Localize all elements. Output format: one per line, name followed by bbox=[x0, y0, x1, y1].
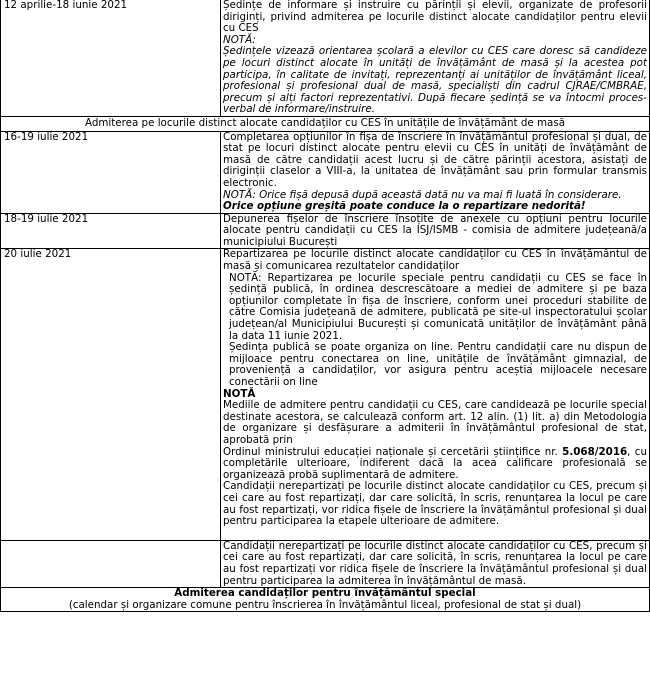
section-header-row bbox=[1, 116, 650, 131]
section-title: Admiterea pe locurile distinct alocate candidaților cu CES în unitățile de învățământ de masă bbox=[1, 116, 650, 131]
order-number: 5.068/2016 bbox=[562, 445, 628, 458]
table-row bbox=[1, 0, 650, 116]
note-text: Ședințele vizează orientarea școlară a elevilor cu CES care doresc să candideze pe locuri distinct alocate în unități de învățământ de masă și la acestea pot participa, în calitate de invitați, reprezentanți ai unităților de învățământ liceal, profesional și profesional dual de masă, specialiști din cadrul CJRAE/CMBRAE, precum și alți factori reprezentativi. După fiecare ședință se va întocmi proces-verbal de informare/instruire. bbox=[223, 45, 647, 116]
paragraph: Mediile de admitere pentru candidații cu CES, care candidează pe locurile special destinate acestora, se calculează conform art. 12 alin. (1) lit. a) din Metodologia de organizare și desfășurare a admiterii în învățământul profesional de stat, aprobată prin bbox=[223, 399, 647, 446]
date-cell bbox=[1, 540, 221, 587]
note-text: Ședința publică se poate organiza on line. Pentru candidații care nu dispun de mijloace pentru conectarea on line, unitățile de învățământ gimnazial, de proveniență a candidaților, vor asigura pentru aceștia mijloacele necesare conectării on line bbox=[229, 341, 647, 388]
table-row bbox=[1, 131, 650, 213]
content-cell bbox=[221, 213, 650, 249]
paragraph-text: Ordinul ministrului educației naționale și cercetării științifice nr. bbox=[223, 445, 558, 458]
content-cell bbox=[221, 131, 650, 213]
paragraph bbox=[223, 447, 647, 482]
section-cell bbox=[1, 588, 650, 612]
activity-text: Ședințe de informare și instruire cu părinții și elevii, organizate de profesorii diriginți, privind admiterea pe locurile distinct alocate candidaților pentru elevii cu CES bbox=[223, 0, 647, 35]
date-cell: 12 aprilie-18 iunie 2021 bbox=[1, 0, 221, 116]
warning-text: Orice opțiune greșită poate conduce la o repartizare nedorită! bbox=[223, 200, 586, 213]
activity-text: Depunerea fișelor de înscriere însoțite de anexele cu opțiuni pentru locurile alocate pentru candidații cu CES la ISJ/ISMB - comisia de admitere județeană/a municipiului București bbox=[223, 212, 647, 248]
table-row bbox=[1, 213, 650, 249]
paragraph-text: , cu completările ulterioare, indiferent dacă la acea calificare profesională se organizează probă suplimentară de admitere. bbox=[223, 445, 647, 481]
section-header-row bbox=[1, 588, 650, 612]
date-cell: 16-19 iulie 2021 bbox=[1, 131, 221, 213]
note-text: NOTĂ: Repartizarea pe locurile speciale pentru candidații cu CES se face în ședință publică, în ordinea descrescătoare a mediei de admitere și pe baza opțiunilor completate în fișa de înscriere, conform unei proceduri stabilite de către Comisia județeană de admitere, publicată pe site-ul inspectoratului școlar județean/al Municipiului București și comunicată unităților de învățământ până la data 11 iunie 2021. bbox=[229, 271, 647, 342]
content-cell bbox=[221, 540, 650, 587]
table-row bbox=[1, 540, 650, 587]
note-label: NOTĂ bbox=[223, 387, 256, 400]
activity-text: Repartizarea pe locurile distinct alocate candidaților cu CES în învățământul de masă și comunicarea rezultatelor candidaților bbox=[223, 248, 647, 273]
paragraph: Candidații nerepartizați pe locurile distinct alocate candidaților cu CES, precum și cei care au fost repartizați, dar care solicită, în scris, renunțarea la locul pe care au fost repartizați, vor ridica fișele de înscriere la învățământul profesional și dual pentru participarea la etapele ulterioare de admitere. bbox=[223, 480, 647, 528]
note-label: NOTĂ: bbox=[223, 33, 256, 46]
activity-text: Completarea opțiunilor în fișa de înscriere în învățământul profesional și dual, de stat pe locuri distinct alocate pentru elevii cu CES în unități de învățământ de masă de către candidații acest lucru și de către părinții acestora, asistați de diriginții claselor a VIII-a, la unitatea de învățământ sau prin formular transmis electronic. bbox=[223, 130, 647, 189]
date-cell: 20 iulie 2021 bbox=[1, 249, 221, 540]
activity-text: Candidații nerepartizați pe locurile distinct alocate candidaților cu CES, precum și cei care au fost repartizați, dar care solicită, în scris, renunțarea la locul pe care au fost repartizați vor ridica fișele de înscriere la învățământul profesional și dual pentru participarea la admiterea în învățământul de masă. bbox=[223, 539, 647, 587]
date-cell: 18-19 iulie 2021 bbox=[1, 213, 221, 249]
section-subtitle: (calendar și organizare comune pentru înscrierea în învățământul liceal, profesional de stat și dual) bbox=[68, 598, 582, 611]
spacer bbox=[223, 528, 647, 540]
table-row bbox=[1, 249, 650, 540]
content-cell bbox=[221, 249, 650, 540]
note-text: NOTĂ: Orice fișă depusă după această dată nu va mai fi luată în considerare. bbox=[223, 188, 622, 201]
section-title: Admiterea candidaților pentru învățământul special bbox=[174, 587, 476, 600]
content-cell bbox=[221, 0, 650, 116]
